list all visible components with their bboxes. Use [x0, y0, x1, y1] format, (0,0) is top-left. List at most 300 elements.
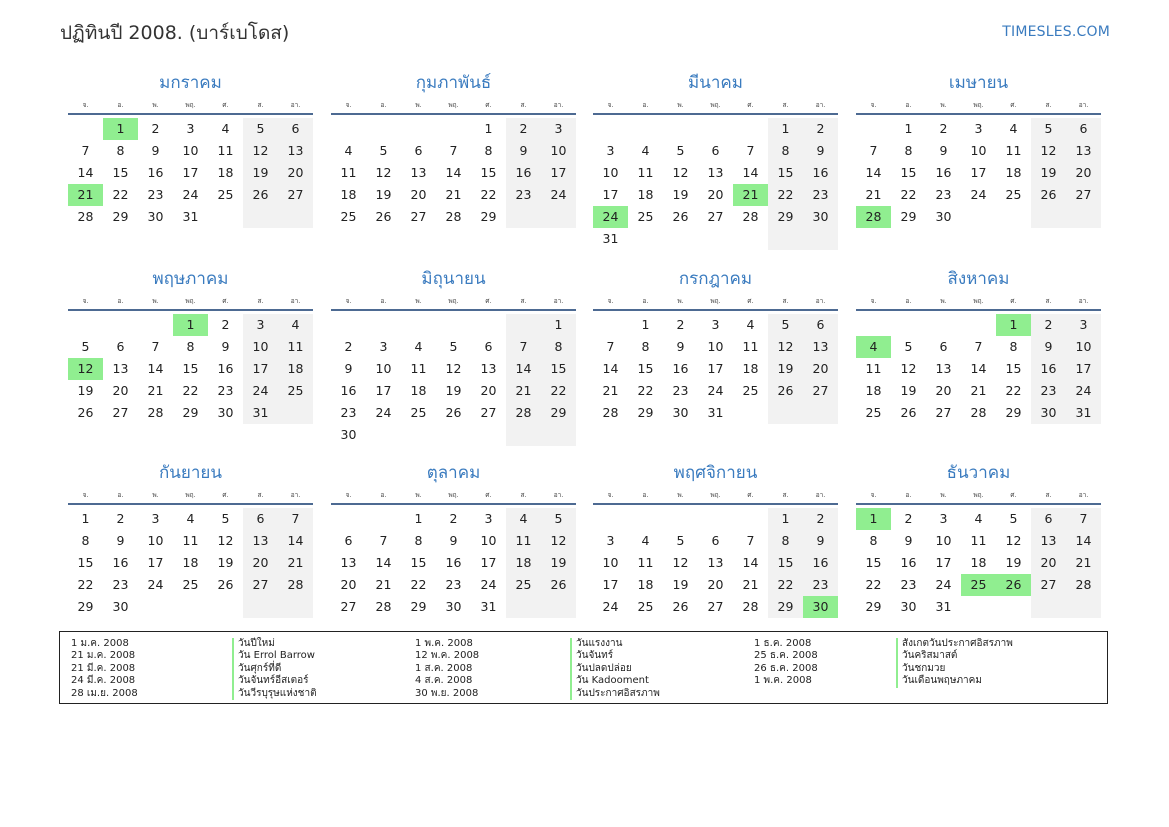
day-cell: 17 [707, 361, 724, 376]
day-cell: 15 [865, 555, 882, 570]
weekday-label: พฤ. [448, 297, 459, 305]
weekday-header [68, 99, 313, 115]
day-cell: 13 [1066, 140, 1101, 162]
day-cell: 7 [81, 143, 90, 158]
day-cell: 25 [217, 187, 234, 202]
weekday-label: จ. [345, 101, 352, 109]
day-cell: 17 [243, 358, 278, 380]
day-cell: 3 [484, 511, 493, 526]
day-cell: 3 [379, 339, 388, 354]
day-cell: 6 [1066, 118, 1101, 140]
day-cell: 17 [935, 555, 952, 570]
day-cell: 7 [151, 339, 160, 354]
day-cell: 10 [935, 533, 952, 548]
weekday-label: ศ. [222, 297, 229, 305]
day-cell: 8 [869, 533, 878, 548]
day-grid [331, 508, 576, 618]
day-cell: 16 [445, 555, 462, 570]
weekday-label: จ. [82, 297, 89, 305]
holiday-date: 26 ธ.ค. 2008 [754, 662, 818, 674]
day-cell: 1 [768, 118, 803, 140]
empty-cell [768, 228, 803, 250]
empty-cell [1066, 206, 1101, 228]
holiday-name: วันจันทร์ [570, 650, 660, 662]
day-cell: 3 [541, 118, 576, 140]
weekday-header [593, 99, 838, 115]
weekday-header [856, 295, 1101, 311]
day-cell: 24 [541, 184, 576, 206]
day-cell: 15 [900, 165, 917, 180]
holiday-date: 1 พ.ค. 2008 [754, 675, 812, 687]
holiday-legend [59, 631, 1108, 704]
weekday-label: ส. [1045, 297, 1052, 305]
day-cell: 8 [414, 533, 423, 548]
month-11 [593, 462, 838, 618]
weekday-label: ส. [1045, 491, 1052, 499]
day-cell: 22 [410, 577, 427, 592]
day-cell: 11 [970, 533, 987, 548]
day-cell: 4 [1009, 121, 1018, 136]
day-cell: 31 [480, 599, 497, 614]
day-cell: 1 [81, 511, 90, 526]
weekday-label: อ. [905, 297, 912, 305]
holiday-name: วันแรงงาน [570, 638, 660, 650]
day-cell: 28 [602, 405, 619, 420]
day-cell: 27 [935, 405, 952, 420]
day-cell: 11 [742, 339, 759, 354]
day-cell: 21 [742, 577, 759, 592]
day-cell: 9 [904, 533, 913, 548]
day-cell: 17 [541, 162, 576, 184]
day-cell: 9 [803, 140, 838, 162]
empty-cell [366, 314, 401, 336]
holiday-names-column [570, 638, 660, 700]
day-cell: 23 [506, 184, 541, 206]
day-cell: 3 [606, 143, 615, 158]
weekday-label: จ. [870, 297, 877, 305]
day-cell: 25 [961, 574, 996, 596]
weekday-label: ศ. [1010, 297, 1017, 305]
weekday-label: ส. [520, 491, 527, 499]
day-cell: 22 [541, 380, 576, 402]
day-cell: 17 [480, 555, 497, 570]
holiday-name: วันวีรบุรุษแห่งชาติ [232, 688, 317, 700]
empty-cell [593, 118, 628, 140]
day-cell: 15 [768, 552, 803, 574]
empty-cell [996, 596, 1031, 618]
day-cell: 17 [147, 555, 164, 570]
day-cell: 10 [147, 533, 164, 548]
day-cell: 2 [676, 317, 685, 332]
day-cell: 24 [147, 577, 164, 592]
holiday-names-column [896, 638, 1013, 688]
weekday-label: อ. [905, 101, 912, 109]
day-cell: 22 [768, 184, 803, 206]
month-name: มกราคม [159, 73, 222, 93]
day-cell: 1 [103, 118, 138, 140]
day-cell: 16 [1031, 358, 1066, 380]
weekday-label: ศ. [485, 297, 492, 305]
holiday-date: 4 ส.ค. 2008 [415, 675, 473, 687]
day-cell: 7 [746, 143, 755, 158]
empty-cell [366, 508, 401, 530]
holiday-name: วันจันทร์อีสเตอร์ [232, 675, 317, 687]
day-cell: 8 [484, 143, 493, 158]
weekday-label: พ. [152, 297, 159, 305]
day-cell: 30 [672, 405, 689, 420]
day-cell: 30 [340, 427, 357, 442]
day-cell: 7 [606, 339, 615, 354]
day-cell: 18 [340, 187, 357, 202]
holiday-date: 1 ม.ค. 2008 [71, 638, 129, 649]
day-cell: 26 [768, 380, 803, 402]
day-cell: 23 [217, 383, 234, 398]
empty-cell [541, 596, 576, 618]
day-cell: 4 [746, 317, 755, 332]
day-cell: 4 [414, 339, 423, 354]
day-cell: 16 [147, 165, 164, 180]
empty-cell [926, 314, 961, 336]
day-cell: 7 [1066, 508, 1101, 530]
day-cell: 22 [900, 187, 917, 202]
day-cell: 27 [480, 405, 497, 420]
day-cell: 2 [1031, 314, 1066, 336]
empty-cell [1031, 596, 1066, 618]
day-cell: 15 [637, 361, 654, 376]
day-cell: 15 [182, 361, 199, 376]
day-cell: 26 [243, 184, 278, 206]
day-cell: 3 [1066, 314, 1101, 336]
day-cell: 27 [112, 405, 129, 420]
day-cell: 11 [637, 165, 654, 180]
day-cell: 20 [1031, 552, 1066, 574]
day-cell: 17 [375, 383, 392, 398]
day-cell: 4 [641, 143, 650, 158]
day-cell: 3 [606, 533, 615, 548]
empty-cell [961, 206, 996, 228]
day-cell: 1 [904, 121, 913, 136]
day-cell: 19 [541, 552, 576, 574]
weekday-label: อา. [290, 297, 301, 305]
holiday-date: 1 ธ.ค. 2008 [754, 638, 812, 649]
day-cell: 29 [637, 405, 654, 420]
day-cell: 5 [541, 508, 576, 530]
empty-cell [401, 424, 436, 446]
day-cell: 20 [1066, 162, 1101, 184]
day-cell: 27 [1031, 574, 1066, 596]
day-cell: 11 [410, 361, 427, 376]
holiday-name: วันปีใหม่ [232, 638, 317, 650]
day-cell: 30 [112, 599, 129, 614]
day-cell: 12 [541, 530, 576, 552]
empty-cell [663, 228, 698, 250]
month-name: ตุลาคม [426, 463, 481, 483]
weekday-label: ศ. [1010, 491, 1017, 499]
day-cell: 3 [151, 511, 160, 526]
empty-cell [803, 402, 838, 424]
day-cell: 3 [711, 317, 720, 332]
empty-cell [331, 314, 366, 336]
month-name: สิงหาคม [947, 269, 1010, 289]
day-cell: 18 [182, 555, 199, 570]
weekday-label: อา. [553, 101, 564, 109]
day-cell: 31 [1066, 402, 1101, 424]
day-cell: 14 [742, 165, 759, 180]
weekday-label: พ. [415, 101, 422, 109]
weekday-label: พฤ. [448, 491, 459, 499]
day-cell: 1 [996, 314, 1031, 336]
day-cell: 17 [970, 165, 987, 180]
day-cell: 15 [1005, 361, 1022, 376]
weekday-label: พฤ. [973, 101, 984, 109]
day-cell: 7 [506, 336, 541, 358]
month-name: เมษายน [948, 73, 1009, 93]
day-cell: 21 [506, 380, 541, 402]
day-cell: 31 [707, 405, 724, 420]
day-cell: 5 [1031, 118, 1066, 140]
day-cell: 30 [803, 206, 838, 228]
holiday-date: 25 ธ.ค. 2008 [754, 650, 818, 662]
day-cell: 23 [445, 577, 462, 592]
day-cell: 24 [602, 599, 619, 614]
day-cell: 2 [449, 511, 458, 526]
day-cell: 16 [900, 555, 917, 570]
day-cell: 18 [217, 165, 234, 180]
weekday-label: พ. [940, 101, 947, 109]
holiday-dates-column [415, 638, 479, 700]
day-cell: 9 [344, 361, 353, 376]
day-cell: 21 [68, 184, 103, 206]
day-cell: 5 [379, 143, 388, 158]
day-cell: 12 [672, 555, 689, 570]
day-cell: 4 [221, 121, 230, 136]
weekday-header [331, 295, 576, 311]
day-cell: 28 [1066, 574, 1101, 596]
day-cell: 4 [186, 511, 195, 526]
day-cell: 11 [865, 361, 882, 376]
day-cell: 2 [116, 511, 125, 526]
day-cell: 15 [541, 358, 576, 380]
weekday-label: ส. [1045, 101, 1052, 109]
day-grid [856, 118, 1101, 228]
day-cell: 6 [803, 314, 838, 336]
day-cell: 14 [77, 165, 94, 180]
holiday-name: วันศุกร์ที่ดี [232, 663, 317, 675]
weekday-label: พ. [415, 297, 422, 305]
holiday-name: วันปลดปล่อย [570, 663, 660, 675]
day-cell: 6 [278, 118, 313, 140]
day-cell: 11 [1005, 143, 1022, 158]
weekday-header [68, 295, 313, 311]
weekday-label: ส. [782, 297, 789, 305]
day-cell: 6 [116, 339, 125, 354]
day-cell: 26 [900, 405, 917, 420]
day-cell: 11 [340, 165, 357, 180]
day-cell: 21 [865, 187, 882, 202]
weekday-label: จ. [870, 101, 877, 109]
weekday-label: อา. [290, 491, 301, 499]
empty-cell [628, 228, 663, 250]
weekday-label: อา. [290, 101, 301, 109]
day-cell: 25 [278, 380, 313, 402]
day-cell: 31 [243, 402, 278, 424]
day-cell: 14 [865, 165, 882, 180]
month-6 [331, 268, 576, 446]
weekday-header [856, 99, 1101, 115]
day-cell: 23 [340, 405, 357, 420]
month-9 [68, 462, 313, 618]
site-link[interactable]: TIMESLES.COM [1002, 24, 1110, 40]
day-cell: 20 [707, 187, 724, 202]
weekday-label: อ. [905, 491, 912, 499]
day-cell: 4 [278, 314, 313, 336]
day-cell: 19 [243, 162, 278, 184]
day-cell: 17 [602, 577, 619, 592]
day-cell: 24 [970, 187, 987, 202]
day-cell: 10 [707, 339, 724, 354]
empty-cell [138, 314, 173, 336]
day-grid [593, 118, 838, 250]
weekday-label: อา. [553, 297, 564, 305]
holiday-name: วัน Kadooment [570, 675, 660, 687]
day-cell: 31 [602, 231, 619, 246]
weekday-label: จ. [870, 491, 877, 499]
day-cell: 23 [1031, 380, 1066, 402]
day-cell: 27 [340, 599, 357, 614]
day-cell: 13 [243, 530, 278, 552]
day-cell: 4 [974, 511, 983, 526]
day-cell: 28 [278, 574, 313, 596]
day-cell: 4 [506, 508, 541, 530]
day-cell: 16 [935, 165, 952, 180]
holiday-date: 21 มี.ค. 2008 [71, 662, 136, 674]
day-cell: 26 [445, 405, 462, 420]
day-cell: 5 [904, 339, 913, 354]
day-grid [593, 314, 838, 424]
day-cell: 25 [182, 577, 199, 592]
day-cell: 5 [676, 533, 685, 548]
weekday-label: อ. [642, 101, 649, 109]
empty-cell [278, 596, 313, 618]
day-cell: 13 [410, 165, 427, 180]
weekday-label: ศ. [485, 491, 492, 499]
day-cell: 14 [602, 361, 619, 376]
day-cell: 8 [116, 143, 125, 158]
weekday-label: พฤ. [185, 491, 196, 499]
empty-cell [506, 596, 541, 618]
weekday-label: พฤ. [710, 297, 721, 305]
weekday-label: ศ. [1010, 101, 1017, 109]
day-cell: 19 [445, 383, 462, 398]
weekday-label: จ. [607, 297, 614, 305]
holiday-date: 24 มี.ค. 2008 [71, 675, 136, 687]
day-cell: 18 [278, 358, 313, 380]
day-cell: 20 [112, 383, 129, 398]
day-cell: 22 [865, 577, 882, 592]
day-cell: 20 [340, 577, 357, 592]
day-cell: 29 [480, 209, 497, 224]
empty-cell [366, 118, 401, 140]
day-cell: 14 [742, 555, 759, 570]
day-cell: 23 [803, 574, 838, 596]
day-cell: 27 [803, 380, 838, 402]
weekday-label: พ. [677, 101, 684, 109]
weekday-label: ศ. [747, 101, 754, 109]
day-cell: 1 [641, 317, 650, 332]
day-cell: 9 [116, 533, 125, 548]
day-cell: 30 [900, 599, 917, 614]
day-cell: 8 [768, 140, 803, 162]
day-cell: 5 [676, 143, 685, 158]
day-cell: 20 [707, 577, 724, 592]
empty-cell [996, 206, 1031, 228]
empty-cell [803, 228, 838, 250]
day-cell: 26 [1031, 184, 1066, 206]
empty-cell [243, 596, 278, 618]
day-cell: 23 [147, 187, 164, 202]
holiday-name: วันประกาศอิสรภาพ [570, 688, 660, 700]
weekday-header [68, 489, 313, 505]
empty-cell [541, 424, 576, 446]
day-cell: 29 [541, 402, 576, 424]
day-cell: 14 [375, 555, 392, 570]
day-cell: 29 [112, 209, 129, 224]
day-cell: 27 [410, 209, 427, 224]
day-cell: 27 [1066, 184, 1101, 206]
day-cell: 5 [768, 314, 803, 336]
day-grid [68, 508, 313, 618]
weekday-header [856, 489, 1101, 505]
empty-cell [366, 424, 401, 446]
day-cell: 7 [974, 339, 983, 354]
day-cell: 10 [602, 555, 619, 570]
day-cell: 13 [803, 336, 838, 358]
day-cell: 30 [445, 599, 462, 614]
day-cell: 6 [939, 339, 948, 354]
day-cell: 16 [506, 162, 541, 184]
month-1 [68, 72, 313, 228]
day-cell: 12 [217, 533, 234, 548]
holiday-name: วันเดือนพฤษภาคม [896, 675, 1013, 687]
day-cell: 26 [375, 209, 392, 224]
day-grid [331, 314, 576, 446]
day-cell: 28 [147, 405, 164, 420]
weekday-label: อา. [815, 491, 826, 499]
day-cell: 26 [672, 599, 689, 614]
empty-cell [856, 314, 891, 336]
weekday-label: พฤ. [710, 101, 721, 109]
day-cell: 25 [1005, 187, 1022, 202]
empty-cell [401, 118, 436, 140]
empty-cell [733, 118, 768, 140]
holiday-name: วันคริสมาสต์ [896, 650, 1013, 662]
day-cell: 8 [1009, 339, 1018, 354]
day-cell: 10 [375, 361, 392, 376]
weekday-label: อา. [815, 101, 826, 109]
empty-cell [436, 424, 471, 446]
day-cell: 18 [410, 383, 427, 398]
weekday-label: พฤ. [185, 297, 196, 305]
day-cell: 19 [77, 383, 94, 398]
weekday-label: ศ. [222, 491, 229, 499]
empty-cell [733, 228, 768, 250]
empty-cell [401, 314, 436, 336]
day-cell: 31 [182, 209, 199, 224]
day-cell: 10 [970, 143, 987, 158]
day-cell: 22 [480, 187, 497, 202]
day-cell: 14 [506, 358, 541, 380]
day-cell: 1 [856, 508, 891, 530]
